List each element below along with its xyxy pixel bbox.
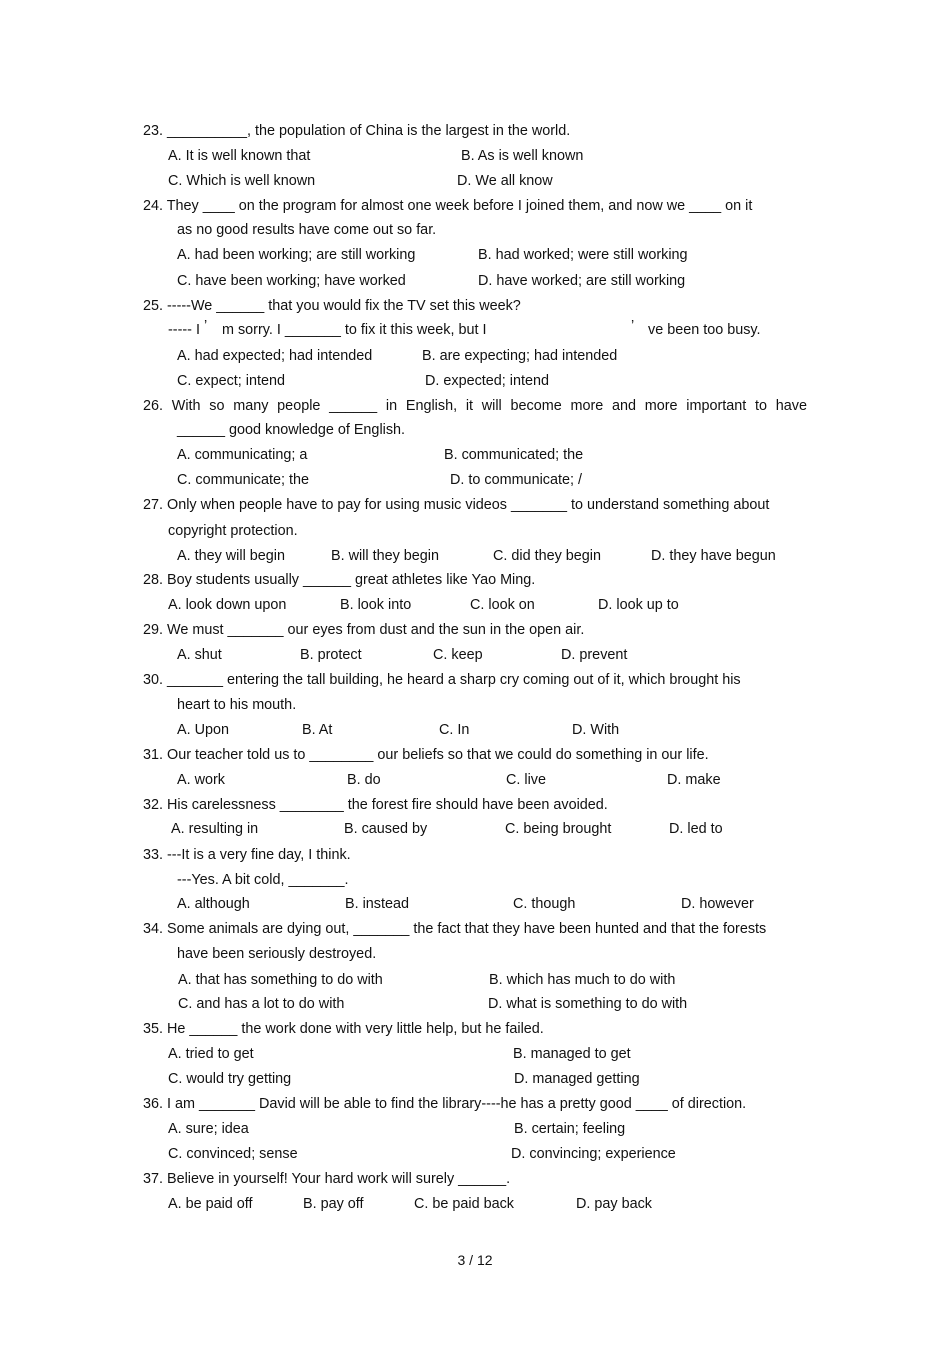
- q27-option-a: A. they will begin: [177, 548, 285, 564]
- question-26-stem-cont: ______ good knowledge of English.: [177, 422, 406, 438]
- q28-option-d: D. look up to: [598, 597, 679, 613]
- q25-dialog-part2: m sorry. I _______ to fix it this week, but I: [222, 322, 487, 338]
- q25-option-d: D. expected; intend: [425, 373, 549, 389]
- q29-option-a: A. shut: [177, 647, 222, 663]
- question-26-stem: 26. With so many people ______ in English, it will become more and more important to have: [143, 398, 807, 414]
- question-24-stem: 24. They ____ on the program for almost one week before I joined them, and now we ____ on it: [143, 198, 753, 214]
- question-37-stem: 37. Believe in yourself! Your hard work will surely ______.: [143, 1171, 511, 1187]
- q36-option-d: D. convincing; experience: [511, 1146, 676, 1162]
- q35-option-a: A. tried to get: [168, 1046, 254, 1062]
- question-33-reply: ---Yes. A bit cold, _______.: [177, 872, 349, 888]
- question-34-stem: 34. Some animals are dying out, _______ the fact that they have been hunted and that the forests: [143, 921, 767, 937]
- q25-dialog-part3: ve been too busy.: [648, 322, 761, 338]
- question-23-stem: 23. __________, the population of China is the largest in the world.: [143, 123, 571, 139]
- q26-option-b: B. communicated; the: [444, 447, 584, 463]
- q33-option-d: D. however: [681, 896, 754, 912]
- q24-option-a: A. had been working; are still working: [177, 247, 416, 263]
- q30-option-a: A. Upon: [177, 722, 229, 738]
- question-27-stem: 27. Only when people have to pay for using music videos _______ to understand something about: [143, 497, 770, 513]
- q27-option-c: C. did they begin: [493, 548, 602, 564]
- q24-option-c: C. have been working; have worked: [177, 273, 406, 289]
- q26-option-d: D. to communicate; /: [450, 472, 582, 488]
- q33-option-c: C. though: [513, 896, 576, 912]
- q25-option-c: C. expect; intend: [177, 373, 285, 389]
- q35-option-b: B. managed to get: [513, 1046, 631, 1062]
- question-28-stem: 28. Boy students usually ______ great athletes like Yao Ming.: [143, 572, 536, 588]
- q31-option-d: D. make: [667, 772, 721, 788]
- question-30-stem-cont: heart to his mouth.: [177, 697, 297, 713]
- q23-option-c: C. Which is well known: [168, 173, 316, 189]
- q24-option-d: D. have worked; are still working: [478, 273, 686, 289]
- q37-option-a: A. be paid off: [168, 1196, 253, 1212]
- q35-option-c: C. would try getting: [168, 1071, 292, 1087]
- q37-option-b: B. pay off: [303, 1196, 364, 1212]
- q25-option-a: A. had expected; had intended: [177, 348, 373, 364]
- q34-option-c: C. and has a lot to do with: [178, 996, 345, 1012]
- q36-option-a: A. sure; idea: [168, 1121, 249, 1137]
- q25-dialog-apostrophe-2: ’: [631, 318, 635, 334]
- q32-option-c: C. being brought: [505, 821, 612, 837]
- q35-option-d: D. managed getting: [514, 1071, 640, 1087]
- q34-option-a: A. that has something to do with: [178, 972, 383, 988]
- q33-option-b: B. instead: [345, 896, 409, 912]
- q27-option-b: B. will they begin: [331, 548, 439, 564]
- q25-option-b: B. are expecting; had intended: [422, 348, 618, 364]
- q37-option-c: C. be paid back: [414, 1196, 514, 1212]
- q36-option-c: C. convinced; sense: [168, 1146, 298, 1162]
- q34-option-b: B. which has much to do with: [489, 972, 676, 988]
- q30-option-d: D. With: [572, 722, 620, 738]
- q26-option-c: C. communicate; the: [177, 472, 309, 488]
- q25-dialog-apostrophe-1: ’: [204, 318, 208, 334]
- q31-option-b: B. do: [347, 772, 381, 788]
- question-31-stem: 31. Our teacher told us to ________ our beliefs so that we could do something in our life.: [143, 747, 709, 763]
- q36-option-b: B. certain; feeling: [514, 1121, 626, 1137]
- question-35-stem: 35. He ______ the work done with very little help, but he failed.: [143, 1021, 544, 1037]
- q29-option-c: C. keep: [433, 647, 483, 663]
- q31-option-c: C. live: [506, 772, 546, 788]
- q25-dialog-part1: ----- I: [168, 322, 200, 338]
- q23-option-d: D. We all know: [457, 173, 553, 189]
- q32-option-a: A. resulting in: [171, 821, 259, 837]
- q29-option-d: D. prevent: [561, 647, 628, 663]
- q31-option-a: A. work: [177, 772, 225, 788]
- question-27-stem-cont: copyright protection.: [168, 523, 298, 539]
- q23-option-a: A. It is well known that: [168, 148, 311, 164]
- question-33-stem: 33. ---It is a very fine day, I think.: [143, 847, 351, 863]
- page-number: 3 / 12: [457, 1252, 493, 1268]
- q28-option-b: B. look into: [340, 597, 412, 613]
- q26-option-a: A. communicating; a: [177, 447, 308, 463]
- question-30-stem: 30. _______ entering the tall building, he heard a sharp cry coming out of it, which brought his: [143, 672, 741, 688]
- q29-option-b: B. protect: [300, 647, 362, 663]
- question-34-stem-cont: have been seriously destroyed.: [177, 946, 377, 962]
- question-36-stem: 36. I am _______ David will be able to find the library----he has a pretty good ____ of direction.: [143, 1096, 747, 1112]
- q24-option-b: B. had worked; were still working: [478, 247, 688, 263]
- question-32-stem: 32. His carelessness ________ the forest fire should have been avoided.: [143, 797, 608, 813]
- q28-option-c: C. look on: [470, 597, 535, 613]
- q30-option-b: B. At: [302, 722, 333, 738]
- q32-option-d: D. led to: [669, 821, 723, 837]
- q30-option-c: C. In: [439, 722, 470, 738]
- question-24-stem-cont: as no good results have come out so far.: [177, 222, 437, 238]
- q32-option-b: B. caused by: [344, 821, 428, 837]
- q23-option-b: B. As is well known: [461, 148, 584, 164]
- q37-option-d: D. pay back: [576, 1196, 652, 1212]
- question-29-stem: 29. We must _______ our eyes from dust and the sun in the open air.: [143, 622, 585, 638]
- q34-option-d: D. what is something to do with: [488, 996, 688, 1012]
- q33-option-a: A. although: [177, 896, 250, 912]
- q27-option-d: D. they have begun: [651, 548, 776, 564]
- question-25-stem: 25. -----We ______ that you would fix the TV set this week?: [143, 298, 521, 314]
- q28-option-a: A. look down upon: [168, 597, 287, 613]
